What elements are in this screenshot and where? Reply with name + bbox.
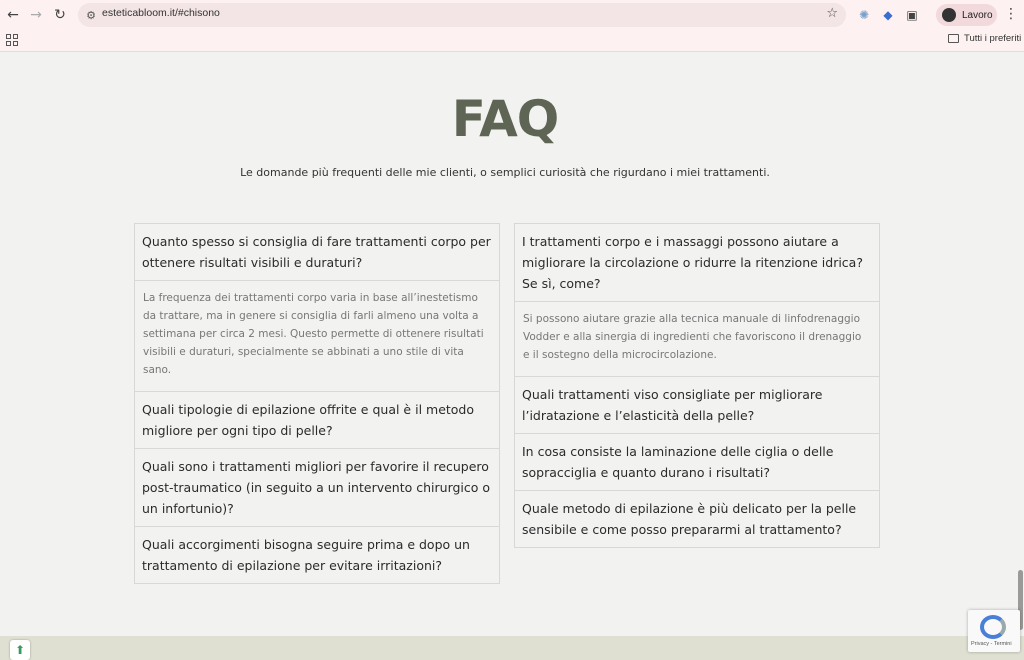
footer-strip bbox=[0, 636, 1024, 660]
faq-answer: La frequenza dei trattamenti corpo varia in base all’inestetismo da trattare, ma in genere si consiglia di farli almeno una volta a settimana per circa 2 mesi. Questo permette di ottenere risultati visibili e duraturi, specialmente se abbinati a uno stile di vita sano. bbox=[135, 280, 499, 391]
back-icon[interactable]: ← bbox=[7, 7, 19, 23]
faq-item[interactable] bbox=[134, 526, 500, 584]
faq-item[interactable] bbox=[134, 223, 500, 392]
faq-answer: Si possono aiutare grazie alla tecnica manuale di linfodrenaggio Vodder e alla sinergia di ingredienti che favoriscono il drenaggio e il sostegno della microcircolazione. bbox=[515, 301, 879, 376]
extension-icon[interactable]: ✺ bbox=[858, 8, 870, 22]
browser-chrome bbox=[0, 0, 1024, 52]
profile-name: Lavoro bbox=[962, 9, 993, 21]
faq-item[interactable] bbox=[514, 433, 880, 491]
page-subtitle: Le domande più frequenti delle mie clienti, o semplici curiosità che rigurdano i miei trattamenti. bbox=[240, 166, 770, 179]
faq-question[interactable]: In cosa consiste la laminazione delle ciglia o delle sopracciglia e quanto durano i risultati? bbox=[522, 444, 834, 480]
translate-extension-icon[interactable]: ◆ bbox=[883, 8, 893, 22]
faq-question[interactable]: Quali tipologie di epilazione offrite e qual è il metodo migliore per ogni tipo di pelle? bbox=[142, 402, 475, 438]
back-to-top-icon[interactable]: ⬆ bbox=[10, 640, 30, 660]
apps-grid-icon[interactable] bbox=[6, 34, 18, 46]
faq-question[interactable]: Quali trattamenti viso consigliate per migliorare l’idratazione e l’elasticità della pelle? bbox=[522, 387, 823, 423]
reload-icon[interactable]: ↻ bbox=[54, 7, 66, 23]
page-content bbox=[0, 52, 1024, 636]
faq-question[interactable]: Quale metodo di epilazione è più delicato per la pelle sensibile e come posso prepararmi al trattamento? bbox=[522, 501, 857, 537]
faq-question[interactable]: Quanto spesso si consiglia di fare trattamenti corpo per ottenere risultati visibili e duraturi? bbox=[142, 234, 491, 270]
faq-column-right bbox=[514, 224, 880, 548]
recaptcha-terms[interactable]: Privacy - Termini bbox=[971, 641, 1012, 647]
bookmarks-bar bbox=[0, 30, 1024, 52]
faq-question[interactable]: Quali sono i trattamenti migliori per favorire il recupero post-traumatico (in seguito a un intervento chirurgico o un infortunio)? bbox=[142, 459, 491, 516]
faq-column-left bbox=[134, 224, 500, 584]
faq-item[interactable] bbox=[134, 391, 500, 449]
forward-icon[interactable]: → bbox=[30, 7, 42, 23]
site-settings-icon[interactable]: ⚙ bbox=[86, 8, 96, 22]
avatar bbox=[942, 8, 956, 22]
faq-item[interactable] bbox=[514, 223, 880, 377]
all-bookmarks-folder[interactable] bbox=[948, 33, 1021, 44]
page-title: FAQ bbox=[451, 90, 559, 148]
bookmark-star-icon[interactable]: ☆ bbox=[826, 6, 838, 21]
extensions-puzzle-icon[interactable]: ▣ bbox=[906, 8, 918, 22]
recaptcha-logo-icon bbox=[980, 615, 1006, 639]
all-bookmarks-label: Tutti i preferiti bbox=[964, 33, 1022, 44]
menu-icon[interactable]: ⋮ bbox=[1004, 6, 1018, 22]
browser-toolbar bbox=[0, 0, 1024, 30]
faq-item[interactable] bbox=[514, 490, 880, 548]
faq-item[interactable] bbox=[514, 376, 880, 434]
faq-item[interactable] bbox=[134, 448, 500, 527]
page-scrollbar[interactable] bbox=[1016, 52, 1024, 636]
folder-icon bbox=[948, 34, 959, 43]
recaptcha-badge[interactable] bbox=[968, 610, 1020, 652]
faq-question[interactable]: Quali accorgimenti bisogna seguire prima e dopo un trattamento di epilazione per evitare irritazioni? bbox=[142, 537, 470, 573]
address-bar[interactable] bbox=[78, 3, 846, 27]
faq-question[interactable]: I trattamenti corpo e i massaggi possono aiutare a migliorare la circolazione o ridurre la ritenzione idrica? Se sì, come? bbox=[522, 234, 863, 291]
profile-button[interactable] bbox=[936, 4, 997, 26]
url-text: esteticabloom.it/#chisono bbox=[102, 7, 220, 19]
